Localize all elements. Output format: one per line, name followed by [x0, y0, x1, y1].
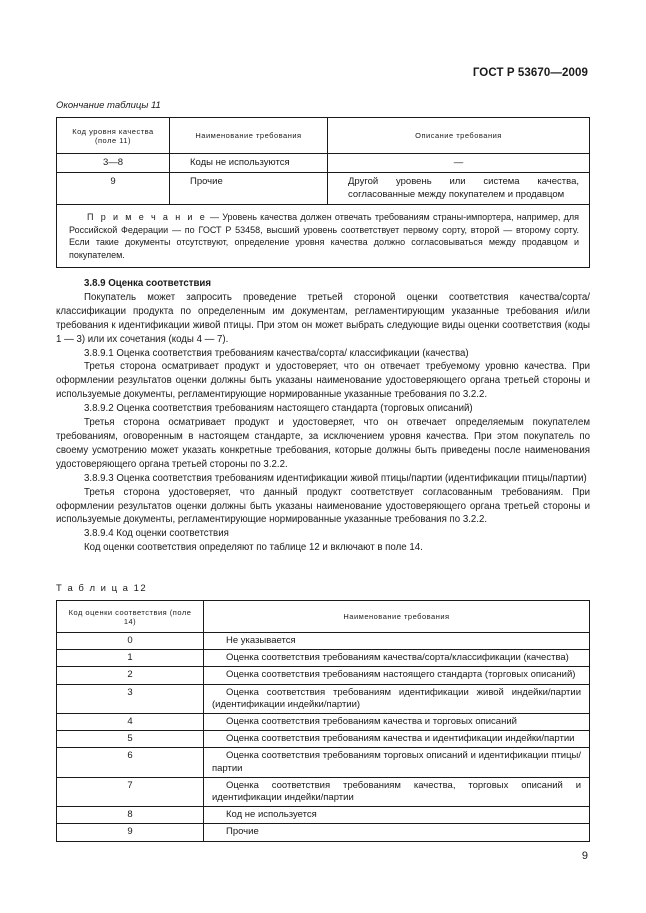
table-12-cell-code: 0 [57, 633, 204, 650]
table-11-cell-code: 3—8 [57, 154, 170, 173]
table-row [57, 777, 590, 806]
subsection-heading: 3.8.9.3 Оценка соответствия требованиям идентификации живой птицы/партии (идентификации птицы/партии) [84, 472, 587, 484]
table-12-cell-name-text: Прочие [226, 826, 259, 838]
table-12-cell-name-text: Оценка соответствия требованиям настоящего стандарта (торговых описаний) [226, 669, 576, 681]
table-12-cell-name [204, 748, 590, 777]
table-12-cell-code: 9 [57, 824, 204, 841]
table-12-cell-name-text: Оценка соответствия требованиям качества и идентификации индейки/партии [226, 733, 575, 745]
table-12-cell-code: 7 [57, 777, 204, 806]
table-11-note [57, 205, 590, 268]
table-row [57, 714, 590, 731]
table-11-header-code: Код уровня качества (поле 11) [57, 118, 170, 154]
table-row [57, 807, 590, 824]
table-12-cell-name-text: Оценка соответствия требованиям качества/сорта/классификации (качества) [226, 652, 569, 664]
table-11-cell-desc: Другой уровень или система качества, согласованные между покупателем и продавцом [328, 173, 590, 205]
table-12-cell-code: 6 [57, 748, 204, 777]
table-12-cell-name-text: Оценка соответствия требованиям торговых описаний и идентификации птицы/партии [212, 750, 581, 774]
table-12-cell-code: 4 [57, 714, 204, 731]
section-title: 3.8.9 Оценка соответствия [84, 278, 212, 289]
table-12-header-row [57, 601, 590, 633]
table-row [57, 650, 590, 667]
paragraph: Покупатель может запросить проведение третьей стороной оценки соответствия качества/сорта/классификации продукта по определенным им документам, регламентирующим указанные требования и/или требования к идентификации живой птицы. При этом он может выбрать следующие виды оценки соответствия (коды 1 — 3) или их сочетания (коды 4 — 7). [56, 291, 590, 345]
table-12-cell-name-text: Не указывается [226, 635, 296, 646]
table-11-header-row [57, 118, 590, 154]
table-12-cell-name [204, 633, 590, 650]
table-12-cell-code: 5 [57, 731, 204, 748]
note-text: — Уровень качества должен отвечать требованиям страны-импортера, например, для Российской Федерации — по ГОСТ Р 53458, высший уровень соответствует первому сорту, второй — второму сорту. Если такие документы отсутствуют, определение уровня качества должно согласовываться между продавцом и покупателем. [69, 212, 579, 260]
table-11-cell-desc: — [328, 154, 590, 173]
table-row [57, 731, 590, 748]
table-12-caption: Т а б л и ц а 12 [56, 583, 148, 594]
subsection-heading: 3.8.9.4 Код оценки соответствия [84, 528, 229, 540]
subsection-heading: 3.8.9.1 Оценка соответствия требованиям качества/сорта/ классификации (качества) [84, 347, 469, 359]
table-11-header-desc: Описание требования [328, 118, 590, 154]
table-row [57, 154, 590, 173]
table-12-cell-name [204, 714, 590, 731]
table-row [57, 684, 590, 713]
table-row [57, 824, 590, 841]
table-12-cell-name [204, 807, 590, 824]
table-11-continuation-caption: Окончание таблицы 11 [56, 100, 161, 111]
table-12-header-code: Код оценки соответствия (поле 14) [57, 601, 204, 633]
table-11-cell-name: Прочие [170, 173, 328, 205]
table-12-cell-name-text: Оценка соответствия требованиям качества и торговых описаний [226, 716, 517, 728]
table-row [57, 748, 590, 777]
table-12-cell-name-text: Код не используется [226, 809, 317, 821]
table-11-cell-code: 9 [57, 173, 170, 205]
section-3-8-9 [56, 277, 590, 555]
table-12-cell-name [204, 650, 590, 667]
paragraph: Третья сторона осматривает продукт и удостоверяет, что он отвечает определяемым покупателем требованиям, оговоренным в настоящем стандарте, за исключением уровня качества. При этом покупатель по своему усмотрению может указать конкретные требования, которые должны быть приведены после наименования удостоверяющего органа третьей стороны по 3.2.2. [56, 417, 590, 470]
table-12-cell-name [204, 824, 590, 841]
note-lead: П р и м е ч а н и е [87, 212, 207, 222]
table-12-cell-name-text: Оценка соответствия требованиям качества, торговых описаний и идентификации индейки/партии [212, 779, 581, 804]
table-12-cell-name-text: Оценка соответствия требованиям идентификации живой индейки/партии (идентификации индейки/партии) [212, 686, 581, 710]
table-row [57, 633, 590, 650]
table-row [57, 173, 590, 205]
table-12-cell-code: 3 [57, 684, 204, 713]
subsection-heading: 3.8.9.2 Оценка соответствия требованиям настоящего стандарта (торговых описаний) [84, 403, 473, 415]
table-12 [56, 600, 590, 842]
table-12-cell-code: 2 [57, 667, 204, 684]
table-12-cell-name [204, 684, 590, 713]
table-12-cell-name [204, 667, 590, 684]
table-11 [56, 117, 590, 268]
table-12-cell-name [204, 777, 590, 806]
table-12-cell-name [204, 731, 590, 748]
paragraph: Третья сторона удостоверяет, что данный продукт соответствует согласованным требованиям. При оформлении результатов оценки должны быть указаны наименование удостоверяющего органа третьей стороны и используемые документы, регламентирующие нормированные указанные требования по 3.2.2. [56, 486, 590, 526]
table-11-header-name: Наименование требования [170, 118, 328, 154]
table-12-cell-code: 1 [57, 650, 204, 667]
paragraph: Код оценки соответствия определяют по таблице 12 и включают в поле 14. [84, 542, 423, 554]
table-12-cell-code: 8 [57, 807, 204, 824]
table-11-note-row [57, 205, 590, 268]
paragraph: Третья сторона осматривает продукт и удостоверяет, что он отвечает требуемому уровню качества. При оформлении результатов оценки должны быть указаны наименование удостоверяющего органа третьей стороны и используемые документы, регламентирующие нормированные указанные требования по 3.2.2. [56, 361, 590, 401]
table-11-cell-name: Коды не используются [170, 154, 328, 173]
document-id-header: ГОСТ Р 53670—2009 [472, 67, 588, 79]
table-row [57, 667, 590, 684]
page-number: 9 [581, 850, 588, 862]
table-12-header-name: Наименование требования [204, 601, 590, 633]
